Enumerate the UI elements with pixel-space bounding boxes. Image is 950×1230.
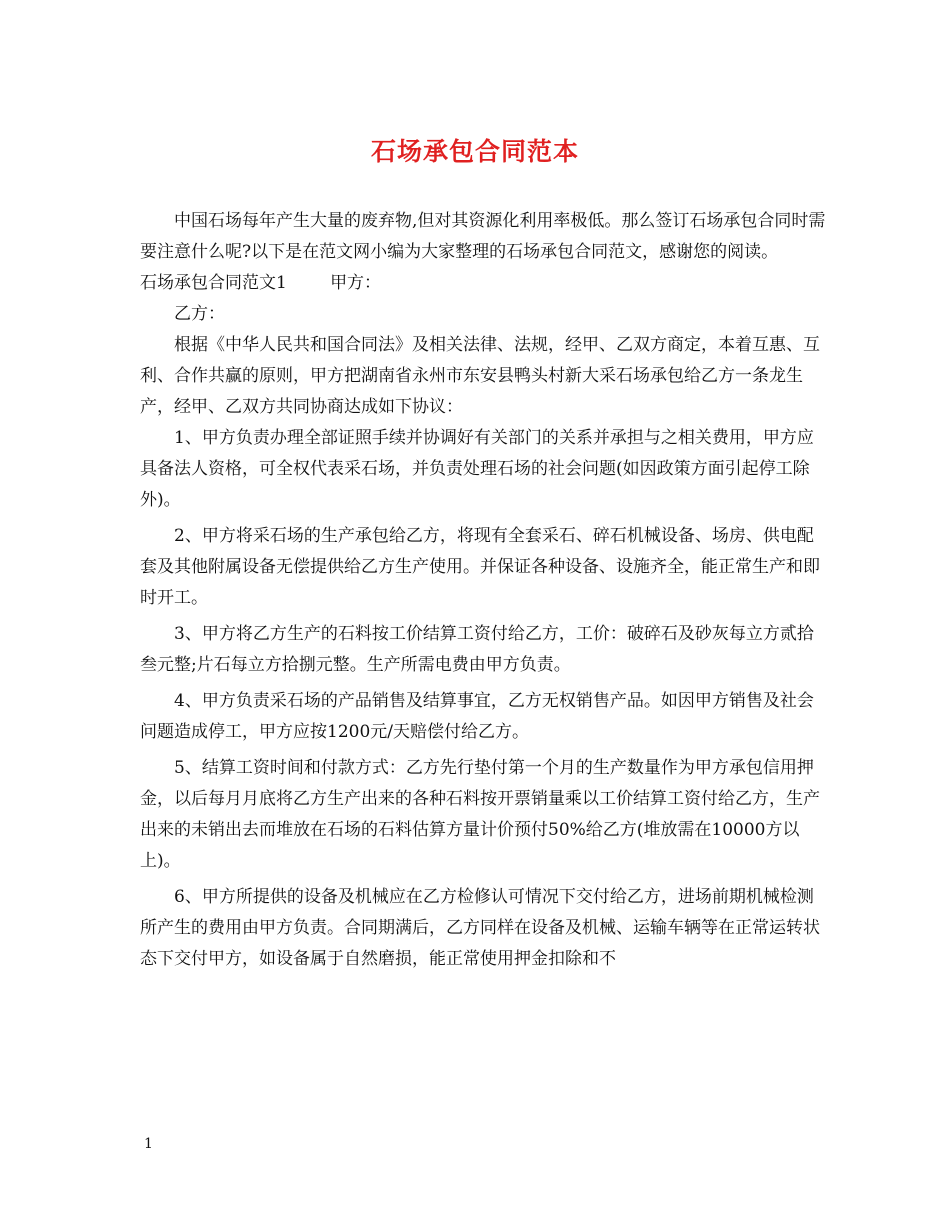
clause-5: 5、结算工资时间和付款方式：乙方先行垫付第一个月的生产数量作为甲方承包信用押金，以后每月月底将乙方生产出来的各种石料按开票销量乘以工价结算工资付给乙方，生产出来的未销出去而堆放在石场的石料估算方量计价预付50%给乙方(堆放需在10000方以上)。 [140,758,820,871]
preamble-paragraph: 根据《中华人民共和国合同法》及相关法律、法规，经甲、乙双方商定，本着互惠、互利、合作共赢的原则，甲方把湖南省永州市东安县鸭头村新大采石场承包给乙方一条龙生产，经甲、乙双方共同协商达成如下协议： [140,335,820,417]
party-b-label: 乙方： [174,304,225,324]
clause-2: 2、甲方将采石场的生产承包给乙方，将现有全套采石、碎石机械设备、场房、供电配套及其他附属设备无偿提供给乙方生产使用。并保证各种设备、设施齐全，能正常生产和即时开工。 [140,526,820,608]
intro-paragraph: 中国石场每年产生大量的废弃物,但对其资源化利用率极低。那么签订石场承包合同时需要注意什么呢?以下是在范文网小编为大家整理的石场承包合同范文，感谢您的阅读。 [140,211,826,262]
clause-1: 1、甲方负责办理全部证照手续并协调好有关部门的关系并承担与之相关费用，甲方应具备法人资格，可全权代表采石场，并负责处理石场的社会问题(如因政策方面引起停工除外)。 [140,428,814,510]
page-number: 1 [144,1136,153,1152]
document-title: 石场承包合同范本 [370,137,579,166]
clause-6: 6、甲方所提供的设备及机械应在乙方检修认可情况下交付给乙方，进场前期机械检测所产生的费用由甲方负责。合同期满后，乙方同样在设备及机械、运输车辆等在正常运转状态下交付甲方，如设备属于自然磨损，能正常使用押金扣除和不 [140,887,820,969]
clause-3: 3、甲方将乙方生产的石料按工价结算工资付给乙方，工价：破碎石及砂灰每立方贰拾叁元整;片石每立方拾捌元整。生产所需电费由甲方负责。 [140,624,814,675]
party-a-label: 甲方： [330,273,382,293]
section-heading: 石场承包合同范文1 [140,273,287,293]
section-heading-line [140,268,830,299]
clause-4: 4、甲方负责采石场的产品销售及结算事宜，乙方无权销售产品。如因甲方销售及社会问题造成停工，甲方应按1200元/天赔偿付给乙方。 [140,691,814,742]
document-body [140,206,830,975]
